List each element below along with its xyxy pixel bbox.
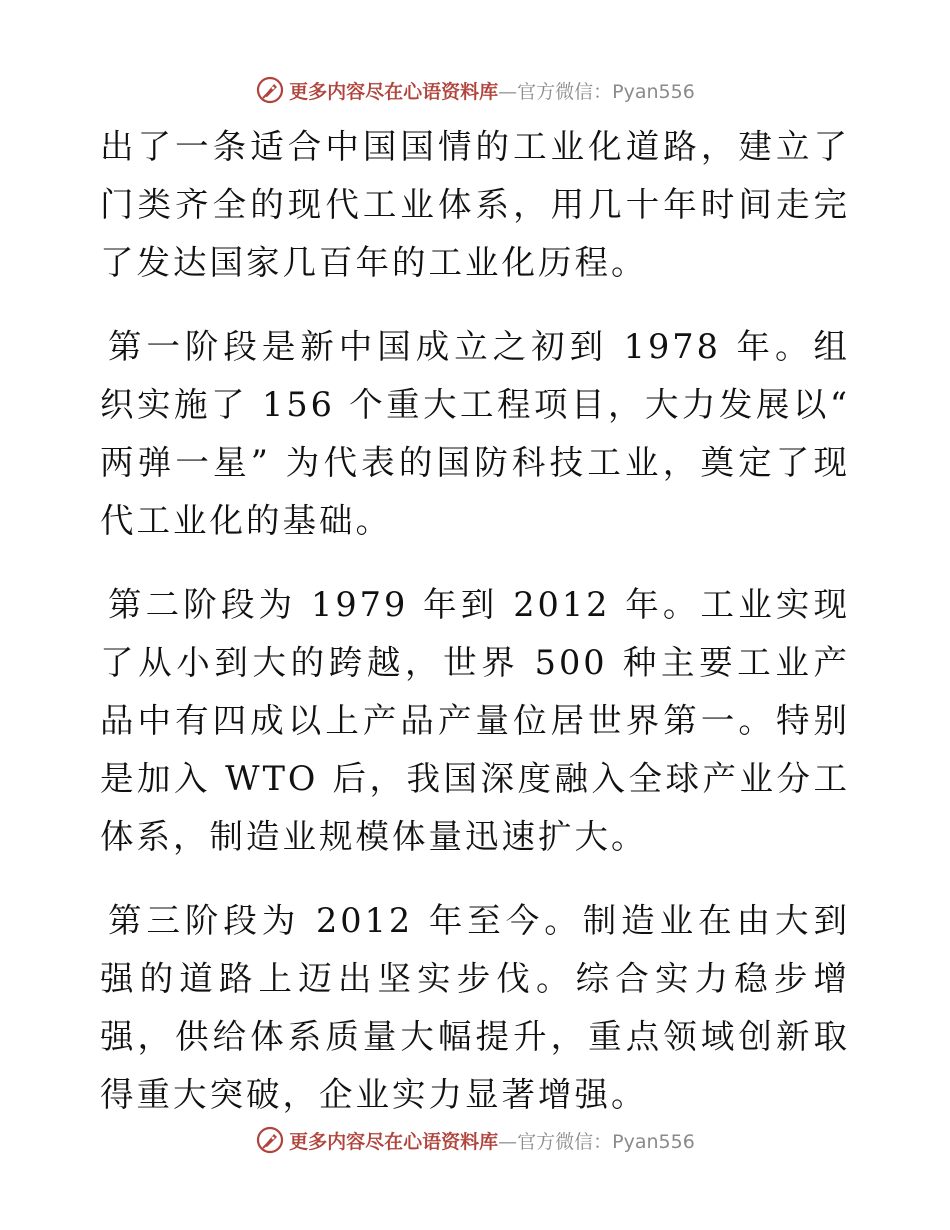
header-watermark xyxy=(0,72,950,108)
paragraph-stage-three: 第三阶段为 2012 年至今。制造业在由大到强的道路上迈出坚实步伐。综合实力稳步增强，供给体系质量大幅提升，重点领域创新取得重大突破，企业实力显著增强。 xyxy=(100,901,850,1114)
watermark-dash: — xyxy=(498,80,518,103)
watermark-text xyxy=(289,1127,695,1154)
watermark-brand: 更多内容尽在心语资料库 xyxy=(289,1130,499,1153)
watermark-dash: — xyxy=(498,1130,518,1153)
watermark-tail: 官方微信：Pyan556 xyxy=(517,80,695,103)
paragraph-intro: 出了一条适合中国国情的工业化道路，建立了门类齐全的现代工业体系，用几十年时间走完了发达国家几百年的工业化历程。 xyxy=(100,127,850,282)
pen-nib-circle-icon xyxy=(255,1125,285,1155)
paragraph-stage-two: 第二阶段为 1979 年到 2012 年。工业实现了从小到大的跨越，世界 500 种主要工业产品中有四成以上产品产量位居世界第一。特别是加入 WTO 后，我国深度融入全球产业分工体系，制造业规模体量迅速扩大。 xyxy=(100,585,850,856)
footer-watermark xyxy=(0,1122,950,1158)
watermark-brand: 更多内容尽在心语资料库 xyxy=(289,80,499,103)
watermark-tail: 官方微信：Pyan556 xyxy=(517,1130,695,1153)
watermark-text xyxy=(289,77,695,104)
pen-nib-circle-icon xyxy=(255,75,285,105)
document-body xyxy=(100,118,850,1124)
paragraph-stage-one: 第一阶段是新中国成立之初到 1978 年。组织实施了 156 个重大工程项目，大力发展以“ 两弹一星” 为代表的国防科技工业，奠定了现代工业化的基础。 xyxy=(100,327,850,540)
